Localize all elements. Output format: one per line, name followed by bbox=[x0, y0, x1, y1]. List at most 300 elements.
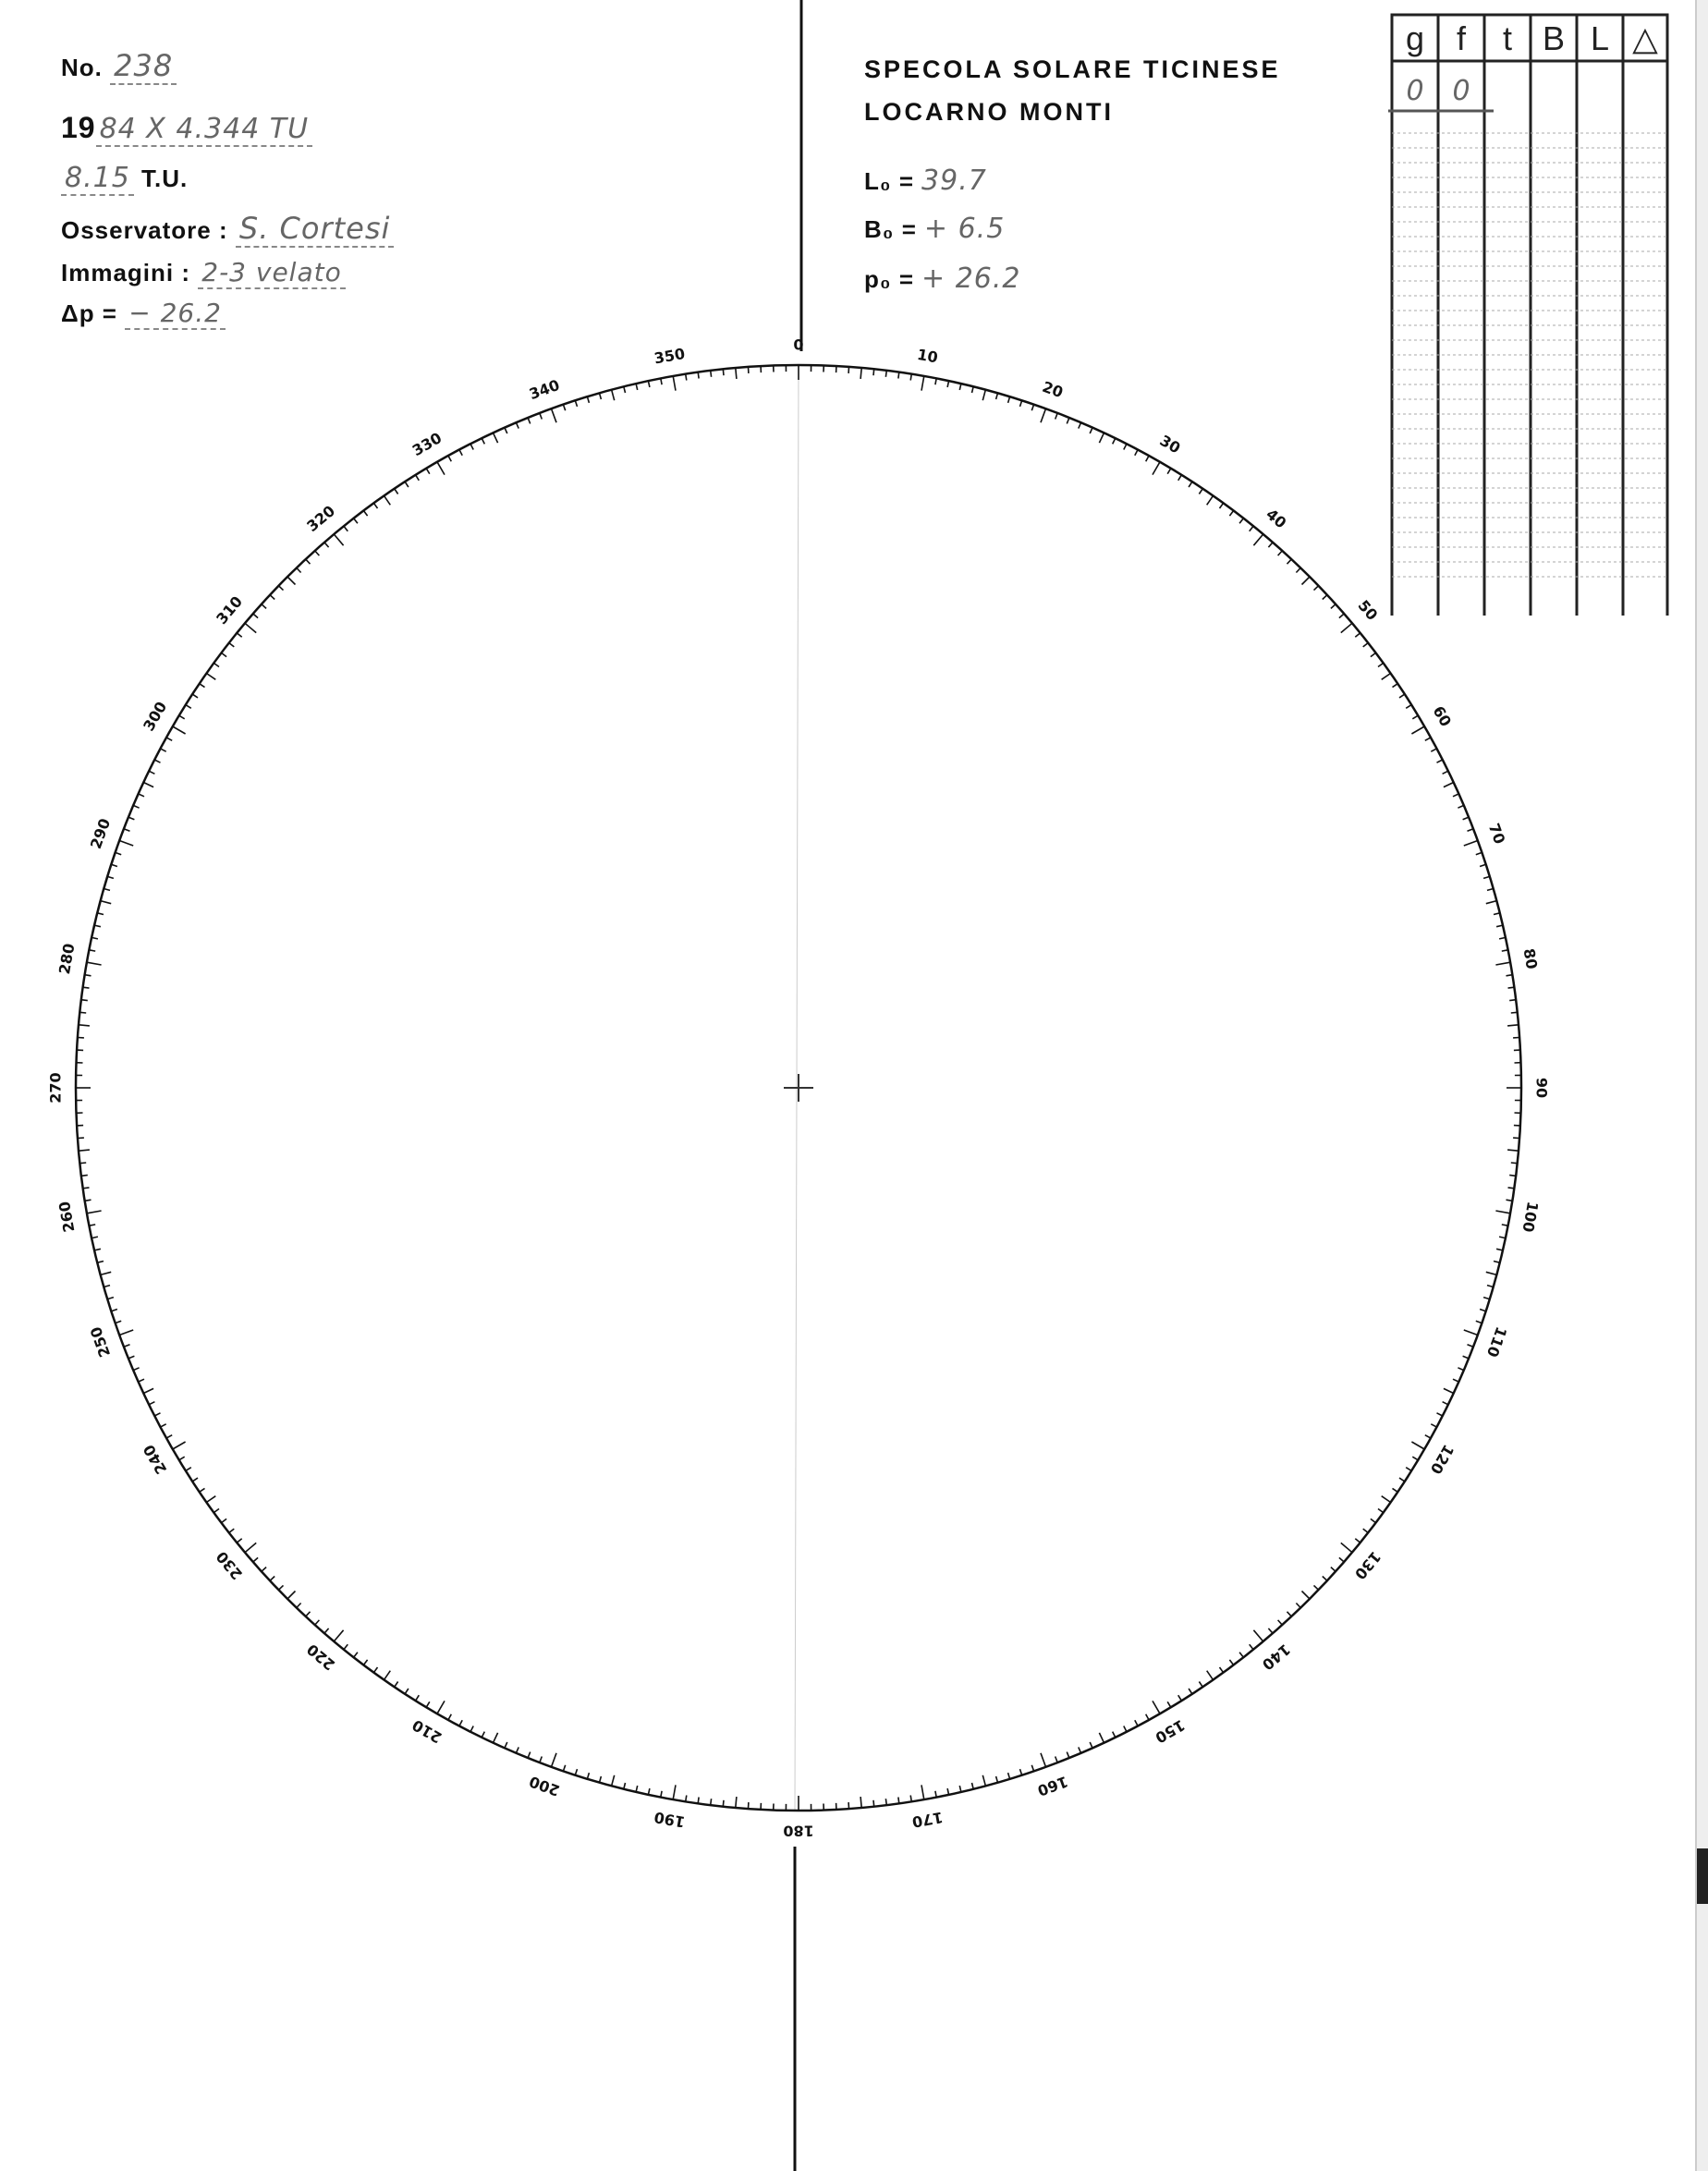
dial-tick bbox=[860, 368, 861, 379]
dial-tick bbox=[1331, 604, 1336, 609]
dial-tick bbox=[1189, 482, 1192, 487]
dial-tick bbox=[1341, 1543, 1352, 1552]
dial-tick bbox=[179, 715, 185, 719]
dial-tick bbox=[1341, 623, 1352, 632]
dial-tick bbox=[494, 433, 498, 443]
dial-tick bbox=[587, 396, 589, 403]
dial-tick bbox=[1229, 1660, 1233, 1665]
dial-tick bbox=[1399, 1478, 1405, 1482]
dial-tick bbox=[245, 1543, 256, 1552]
dial-label-100: 100 bbox=[1519, 1200, 1543, 1234]
dial-tick bbox=[1041, 1753, 1046, 1767]
dial-label-90: 90 bbox=[1532, 1077, 1551, 1099]
dial-tick bbox=[1496, 925, 1503, 927]
dial-tick bbox=[1499, 1237, 1506, 1238]
dial-tick bbox=[85, 975, 92, 976]
dial-tick bbox=[173, 1442, 186, 1449]
dial-label-60: 60 bbox=[1429, 702, 1456, 730]
dial-tick bbox=[373, 1667, 377, 1673]
dial-tick bbox=[206, 1496, 215, 1503]
dial-tick bbox=[270, 1577, 274, 1581]
images-label: Immagini : bbox=[61, 259, 191, 287]
dial-label-40: 40 bbox=[1263, 505, 1290, 532]
dial-tick bbox=[1464, 1330, 1478, 1336]
dial-tick bbox=[237, 1539, 241, 1543]
dial-tick bbox=[262, 604, 266, 609]
dial-tick bbox=[344, 526, 348, 531]
dial-tick bbox=[1499, 937, 1506, 939]
dial-tick bbox=[111, 864, 117, 866]
dial-tick bbox=[1296, 568, 1300, 573]
dial-tick bbox=[104, 889, 110, 891]
dial-tick bbox=[297, 1604, 301, 1608]
dial-tick bbox=[1437, 1413, 1443, 1416]
dial-tick bbox=[1229, 511, 1233, 517]
dial-tick bbox=[87, 1211, 102, 1214]
dial-tick bbox=[1509, 1175, 1516, 1176]
dial-tick bbox=[124, 829, 130, 832]
dial-label-190: 190 bbox=[653, 1808, 687, 1832]
dial-tick bbox=[1458, 1368, 1463, 1371]
dial-tick bbox=[1167, 1701, 1171, 1707]
dial-tick bbox=[324, 1628, 329, 1633]
dial-tick bbox=[81, 1175, 88, 1176]
dial-tick bbox=[92, 937, 98, 939]
dial-tick bbox=[1287, 559, 1292, 564]
dial-tick bbox=[1099, 433, 1104, 443]
dial-tick bbox=[116, 1321, 122, 1323]
dial-tick bbox=[898, 372, 899, 379]
dial-tick bbox=[459, 1720, 462, 1726]
dial-tick bbox=[1431, 749, 1436, 751]
dial-tick bbox=[1239, 1653, 1243, 1658]
dial-tick bbox=[79, 1025, 90, 1026]
dial-tick bbox=[552, 409, 557, 422]
dial-tick bbox=[612, 1775, 615, 1787]
delta-p-label: Δp = bbox=[61, 299, 117, 327]
dial-tick bbox=[334, 1630, 343, 1641]
dial-tick bbox=[1008, 1773, 1010, 1779]
dial-tick bbox=[437, 462, 445, 475]
dial-tick bbox=[1055, 1757, 1058, 1763]
dial-tick bbox=[1099, 1733, 1104, 1743]
dial-tick bbox=[143, 1388, 153, 1393]
dial-tick bbox=[270, 595, 274, 600]
dial-tick bbox=[133, 1368, 139, 1371]
dial-tick bbox=[1296, 1604, 1300, 1608]
dial-tick bbox=[344, 1644, 348, 1649]
dial-tick bbox=[947, 1788, 949, 1795]
dial-tick bbox=[1331, 1567, 1336, 1572]
observatory-name: SPECOLA SOLARE TICINESE bbox=[864, 55, 1281, 83]
dial-tick bbox=[482, 438, 484, 444]
dial-tick bbox=[1399, 694, 1405, 698]
dial-tick bbox=[1382, 1496, 1391, 1503]
dial-tick bbox=[1412, 1457, 1418, 1460]
dial-tick bbox=[83, 1188, 90, 1189]
dial-tick bbox=[1207, 495, 1214, 505]
dial-tick bbox=[107, 876, 114, 878]
dial-tick bbox=[1124, 1726, 1127, 1732]
dial-tick bbox=[222, 653, 227, 656]
dial-tick bbox=[1487, 1286, 1494, 1287]
dial-tick bbox=[1220, 1667, 1224, 1673]
dial-tick bbox=[921, 376, 924, 391]
dial-tick bbox=[166, 738, 172, 740]
dial-tick bbox=[1494, 913, 1500, 915]
dial-tick bbox=[1146, 1714, 1149, 1720]
dial-tick bbox=[972, 1783, 974, 1789]
dial-tick bbox=[947, 381, 949, 387]
dial-tick bbox=[97, 913, 104, 915]
p0-label: p₀ = bbox=[864, 265, 915, 293]
dial-tick bbox=[1135, 1720, 1138, 1726]
dial-tick bbox=[448, 1714, 451, 1720]
dial-tick bbox=[885, 371, 886, 377]
dial-label-140: 140 bbox=[1258, 1640, 1294, 1674]
dial-tick bbox=[416, 1695, 420, 1701]
dial-tick bbox=[1314, 1585, 1319, 1590]
dial-tick bbox=[101, 1272, 112, 1275]
col-head-l: L bbox=[1590, 19, 1610, 57]
dial-tick bbox=[1443, 771, 1448, 774]
dial-tick bbox=[1371, 1518, 1376, 1522]
dial-label-300: 300 bbox=[140, 698, 171, 735]
dial-tick bbox=[1363, 643, 1369, 647]
dial-tick bbox=[1444, 783, 1454, 787]
dial-tick bbox=[124, 1345, 130, 1348]
dial-tick bbox=[1371, 653, 1376, 656]
dial-tick bbox=[1250, 526, 1253, 531]
dial-tick bbox=[1507, 1150, 1519, 1151]
dial-label-70: 70 bbox=[1484, 821, 1509, 847]
dial-tick bbox=[1507, 975, 1513, 976]
dial-tick bbox=[119, 841, 133, 847]
dial-tick bbox=[279, 586, 284, 591]
dial-tick bbox=[528, 1752, 531, 1759]
dial-tick bbox=[1509, 1000, 1516, 1001]
dial-tick bbox=[1378, 1509, 1384, 1513]
dial-tick bbox=[116, 852, 122, 854]
dial-tick bbox=[306, 559, 311, 564]
dial-tick bbox=[1393, 1488, 1398, 1492]
year-prefix: 19 bbox=[61, 111, 96, 144]
delta-p-value: − 26.2 bbox=[125, 298, 226, 330]
dial-tick bbox=[1020, 400, 1022, 407]
dial-tick bbox=[229, 1529, 235, 1532]
dial-label-120: 120 bbox=[1426, 1441, 1458, 1478]
dial-tick bbox=[1199, 1682, 1202, 1688]
dial-tick bbox=[1480, 1310, 1486, 1311]
dial-tick bbox=[1135, 450, 1138, 456]
dial-tick bbox=[921, 1785, 924, 1799]
dial-tick bbox=[686, 1796, 687, 1802]
p0-value: + 26.2 bbox=[921, 262, 1021, 295]
dial-tick bbox=[1511, 1163, 1518, 1164]
dial-tick bbox=[94, 925, 101, 927]
date-value: 84 X 4.344 TU bbox=[96, 113, 313, 147]
dial-tick bbox=[1020, 1769, 1022, 1775]
dial-tick bbox=[575, 1769, 577, 1775]
dial-label-180: 180 bbox=[783, 1822, 814, 1840]
dial-tick bbox=[1067, 418, 1069, 424]
dial-tick bbox=[982, 1775, 985, 1787]
dial-tick bbox=[723, 1800, 724, 1807]
dial-tick bbox=[600, 1776, 602, 1783]
dial-tick bbox=[253, 614, 258, 618]
dial-tick bbox=[505, 1742, 507, 1748]
col-head-g: g bbox=[1405, 19, 1425, 57]
dial-tick bbox=[698, 1798, 699, 1804]
dial-tick bbox=[563, 405, 565, 411]
col-head-b: B bbox=[1542, 19, 1565, 57]
dial-tick bbox=[1153, 1701, 1160, 1714]
dial-tick bbox=[94, 1249, 101, 1250]
dial-tick bbox=[1253, 534, 1263, 545]
number-value: 238 bbox=[110, 48, 177, 85]
dial-tick bbox=[1207, 1671, 1214, 1680]
dial-tick bbox=[81, 1000, 88, 1001]
dial-tick bbox=[1199, 489, 1202, 494]
center-cross bbox=[784, 1074, 813, 1102]
dial-tick bbox=[494, 1733, 498, 1743]
dial-tick bbox=[648, 381, 650, 387]
dial-label-340: 340 bbox=[527, 375, 562, 404]
dial-tick bbox=[1339, 614, 1344, 618]
col-head-delta: △ bbox=[1632, 19, 1658, 57]
dial-label-80: 80 bbox=[1519, 946, 1542, 971]
dial-tick bbox=[1250, 1644, 1253, 1649]
dial-tick bbox=[482, 1732, 484, 1738]
dial-tick bbox=[1464, 841, 1478, 847]
observer-label: Osservatore : bbox=[61, 216, 228, 244]
dial-tick bbox=[192, 1478, 198, 1482]
dial-tick bbox=[279, 1585, 284, 1590]
dial-tick bbox=[1287, 1612, 1292, 1616]
dial-tick bbox=[128, 1356, 135, 1359]
number-label: No. bbox=[61, 54, 103, 81]
l0-label: L₀ = bbox=[864, 167, 915, 195]
dial-tick bbox=[1411, 726, 1424, 734]
dial-tick bbox=[711, 1799, 712, 1805]
dial-tick bbox=[315, 1620, 320, 1625]
dial-tick bbox=[673, 1785, 676, 1799]
cell-g: 0 bbox=[1406, 75, 1424, 107]
dial-tick bbox=[1487, 889, 1494, 891]
dial-tick bbox=[1253, 1630, 1263, 1641]
dial-tick bbox=[79, 1012, 86, 1013]
dial-tick bbox=[1302, 577, 1311, 585]
dial-tick bbox=[1393, 684, 1398, 688]
dial-tick bbox=[1363, 1529, 1369, 1532]
dial-tick bbox=[1476, 852, 1482, 854]
dial-tick bbox=[711, 371, 712, 377]
dial-tick bbox=[107, 1298, 114, 1299]
dial-label-10: 10 bbox=[915, 345, 940, 367]
dial-tick bbox=[405, 482, 409, 487]
b0-value: + 6.5 bbox=[923, 213, 1006, 245]
dial-tick bbox=[363, 1660, 367, 1665]
dial-tick bbox=[1079, 422, 1081, 428]
dial-tick bbox=[459, 450, 462, 456]
b0-label: B₀ = bbox=[864, 215, 917, 243]
dial-tick bbox=[85, 1200, 92, 1201]
dial-label-150: 150 bbox=[1152, 1715, 1189, 1747]
dial-tick bbox=[237, 633, 241, 637]
dial-tick bbox=[287, 577, 296, 585]
dial-tick bbox=[1323, 1577, 1327, 1581]
dial-tick bbox=[612, 390, 615, 401]
dial-tick bbox=[1463, 817, 1470, 820]
dial-tick bbox=[192, 694, 198, 698]
dial-tick bbox=[173, 726, 186, 734]
dial-label-20: 20 bbox=[1040, 377, 1066, 402]
dial-tick bbox=[416, 475, 420, 481]
dial-tick bbox=[1507, 1025, 1519, 1026]
dial-tick bbox=[79, 1150, 90, 1151]
dial-tick bbox=[186, 705, 191, 709]
dial-tick bbox=[552, 1753, 557, 1767]
dial-tick bbox=[139, 1379, 144, 1382]
dial-tick bbox=[1355, 633, 1360, 637]
dial-label-230: 230 bbox=[213, 1547, 247, 1583]
dial-tick bbox=[214, 663, 219, 666]
dial-tick bbox=[736, 1797, 737, 1808]
dial-label-170: 170 bbox=[910, 1808, 945, 1832]
dial-tick bbox=[1031, 1765, 1033, 1772]
dial-tick bbox=[448, 456, 451, 461]
dial-tick bbox=[384, 1671, 391, 1680]
dial-tick bbox=[1483, 876, 1490, 878]
dial-tick bbox=[1090, 428, 1092, 433]
dial-tick bbox=[996, 1776, 998, 1783]
dial-tick bbox=[395, 489, 398, 494]
dial-tick bbox=[624, 1783, 626, 1789]
dial-tick bbox=[83, 987, 90, 988]
page-edge-mark bbox=[1697, 1848, 1708, 1904]
dial-tick bbox=[1468, 829, 1474, 832]
dial-tick bbox=[1124, 444, 1127, 449]
dial-tick bbox=[437, 1701, 445, 1714]
dial-tick bbox=[1067, 1752, 1069, 1759]
dial-tick bbox=[149, 1402, 154, 1405]
dial-tick bbox=[1496, 1249, 1503, 1250]
dial-label-240: 240 bbox=[140, 1441, 171, 1478]
dial-tick bbox=[996, 393, 998, 399]
dial-tick bbox=[636, 384, 638, 390]
dial-tick bbox=[1444, 1388, 1454, 1393]
dial-tick bbox=[1411, 1442, 1424, 1449]
dial-tick bbox=[97, 1262, 104, 1263]
dial-tick bbox=[143, 783, 153, 787]
dial-tick bbox=[206, 674, 215, 680]
dial-tick bbox=[648, 1788, 650, 1795]
dial-tick bbox=[1458, 805, 1463, 808]
dial-label-50: 50 bbox=[1354, 596, 1382, 624]
dial-tick bbox=[910, 374, 911, 381]
dial-label-350: 350 bbox=[653, 344, 687, 368]
time-unit: T.U. bbox=[141, 165, 189, 192]
dial-label-280: 280 bbox=[55, 942, 79, 976]
dial-tick bbox=[149, 771, 154, 774]
dial-tick bbox=[1314, 586, 1319, 591]
dial-tick bbox=[426, 1701, 430, 1707]
l0-value: 39.7 bbox=[921, 165, 987, 197]
dial-tick bbox=[1406, 1468, 1411, 1471]
dial-tick bbox=[1189, 1689, 1192, 1694]
dial-tick bbox=[1239, 518, 1243, 524]
dial-tick bbox=[186, 1468, 191, 1471]
dial-tick bbox=[287, 1592, 296, 1600]
dial-tick bbox=[1486, 901, 1497, 904]
dial-tick bbox=[505, 428, 507, 433]
observer-value: S. Cortesi bbox=[236, 211, 395, 248]
dial-label-130: 130 bbox=[1350, 1547, 1385, 1583]
dial-tick bbox=[860, 1797, 861, 1808]
dial-tick bbox=[736, 368, 737, 379]
dial-tick bbox=[1511, 1012, 1518, 1013]
dial-label-310: 310 bbox=[213, 592, 247, 628]
dial-tick bbox=[363, 511, 367, 517]
dial-tick bbox=[873, 1800, 874, 1807]
dial-tick bbox=[104, 1286, 110, 1287]
dial-tick bbox=[1486, 1272, 1497, 1275]
dial-tick bbox=[1378, 663, 1384, 666]
dial-tick bbox=[1382, 674, 1391, 680]
dial-tick bbox=[200, 1488, 205, 1492]
dial-tick bbox=[395, 1682, 398, 1688]
observatory-location: LOCARNO MONTI bbox=[864, 98, 1114, 126]
dial-tick bbox=[1453, 794, 1458, 797]
dial-tick bbox=[1339, 1557, 1344, 1562]
dial-tick bbox=[1412, 715, 1418, 719]
dial-tick bbox=[470, 1726, 473, 1732]
dial-tick bbox=[1323, 595, 1327, 600]
dial-label-260: 260 bbox=[55, 1200, 79, 1234]
dial-tick bbox=[723, 369, 724, 375]
dial-label-30: 30 bbox=[1156, 431, 1184, 457]
col-head-t: t bbox=[1502, 19, 1512, 57]
dial-tick bbox=[1463, 1356, 1470, 1359]
dial-tick bbox=[540, 1757, 543, 1763]
dial-tick bbox=[139, 794, 144, 797]
dial-tick bbox=[253, 1557, 258, 1562]
dial-tick bbox=[1079, 1747, 1081, 1752]
dial-tick bbox=[540, 413, 543, 420]
dial-label-0: 0 bbox=[793, 335, 804, 354]
dial-tick bbox=[673, 376, 676, 391]
dial-tick bbox=[1278, 551, 1283, 555]
dial-tick bbox=[297, 568, 301, 573]
dial-label-290: 290 bbox=[86, 816, 115, 851]
dial-tick bbox=[686, 374, 687, 381]
dial-tick bbox=[119, 1330, 133, 1336]
dial-tick bbox=[334, 534, 343, 545]
dial-tick bbox=[624, 386, 626, 393]
dial-tick bbox=[222, 1518, 227, 1522]
dial-tick bbox=[1090, 1742, 1092, 1748]
dial-label-330: 330 bbox=[409, 429, 445, 460]
dial-tick bbox=[873, 369, 874, 375]
dial-tick bbox=[1008, 396, 1010, 403]
dial-tick bbox=[214, 1509, 219, 1513]
dial-tick bbox=[698, 372, 699, 379]
dial-tick bbox=[154, 1413, 160, 1416]
dial-tick bbox=[133, 805, 139, 808]
dial-tick bbox=[1113, 1732, 1116, 1738]
dial-tick bbox=[1167, 469, 1171, 474]
dial-tick bbox=[1220, 503, 1224, 508]
